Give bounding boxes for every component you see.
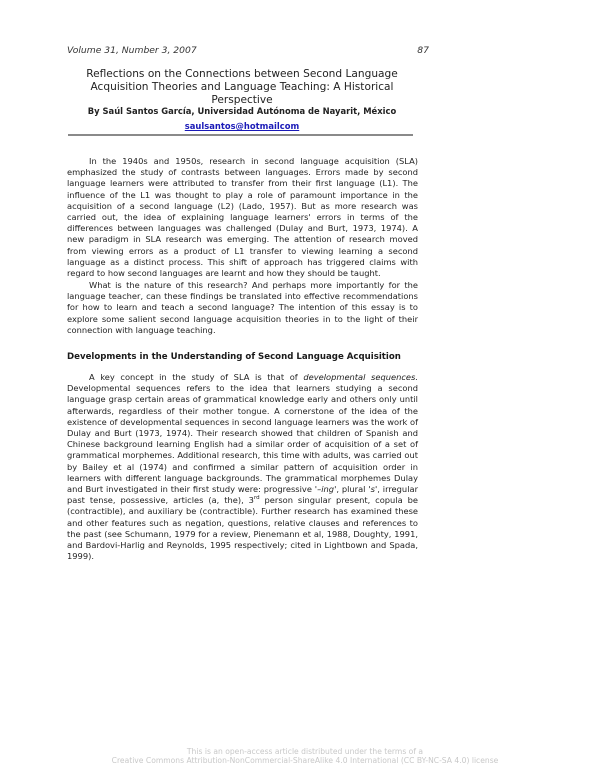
paragraph-2 [67,280,418,336]
p3-superscript: rd [253,495,260,502]
p3-text-1: A key concept in the study of SLA is that of [89,372,304,382]
article-title [67,68,417,107]
p3-italic-s: s [370,484,375,495]
title-line-2: Acquisition Theories and Language Teaching: A Historical [90,81,394,93]
page-number: 87 [417,45,429,56]
author-byline: By Saúl Santos García, Universidad Autónoma de Nayarit, México [87,106,397,116]
p3-text-3: ', plural ' [334,484,371,495]
header-divider [68,134,413,136]
p3-italic-ing: –ing [317,484,335,495]
footer-line-1: This is an open-access article distributed under the terms of a [186,747,424,756]
paragraph-1-text: In the 1940s and 1950s, research in second language acquisition (SLA) emphasized the study of contrasts between languages. Errors made by second language learners were attributed to transfer from their first language (L1). The influence of the L1 was thought to play a role of paramount importance in the acquisition of a second language (L2) (Lado, 1957). But as more research was carried out, the idea of explaining language learners' errors in terms of the differences between languages was challenged (Dulay and Burt, 1973, 1974). A new paradigm in SLA research was emerging. The attention of research moved from viewing errors as a product of L1 transfer to viewing learning a second language as a distinct process. This shift of approach has triggered claims with regard to how second languages are learnt and how they should be taught. [67,156,418,279]
p3-italic-term: developmental sequences. [303,372,418,382]
p3-text-4: ', irregular past tense, possessive, articles (a, the), 3 [67,484,418,506]
title-line-3: Perspective [211,94,273,106]
paragraph-3 [67,372,418,562]
paragraph-1 [67,156,418,279]
p3-text-5: person singular present, copula be (contractible), and auxiliary be (contractible). Further research has examined these and other features such as negation, questions, relative clauses and references to the past (see Schumann, 1979 for a review, Pienemann et al, 1988, Doughty, 1991, and Bardovi-Harlig and Reynolds, 1995 respectively; cited in Lightbown and Spada, 1999). [67,495,419,562]
footer-line-2: Creative Commons Attribution-NonCommercial-ShareAlike 4.0 International (CC BY-NC-SA 4.0) license [111,756,499,765]
p3-text-2: Developmental sequences refers to the idea that learners studying a second language grasp certain areas of grammatical knowledge early and others only until afterwards, regardless of their mother tongue. A cornerstone of the idea of the existence of developmental sequences in second language learners was the work of Dulay and Burt (1973, 1974). Their research showed that children of Spanish and Chinese background learning English had a similar order of acquisition of a set of grammatical morphemes. Additional research, this time with adults, was carried out by Bailey et al (1974) and confirmed a similar pattern of acquisition order in learners with different language backgrounds. The grammatical morphemes Dulay and Burt investigated in their first study were: progressive ' [67,383,418,495]
license-footer [0,747,600,765]
paragraph-3-text [67,372,418,562]
section-heading: Developments in the Understanding of Second Language Acquisition [67,352,401,362]
volume-info: Volume 31, Number 3, 2007 [67,45,197,56]
author-email [67,121,417,131]
email-link[interactable]: saulsantos@hotmailcom [184,121,300,131]
paragraph-2-text: What is the nature of this research? And perhaps more importantly for the language teacher, can these findings be translated into effective recommendations for how to learn and teach a second language? The intention of this essay is to explore some salient second language acquisition theories in to the light of their connection with language teaching. [67,280,418,335]
title-line-1: Reflections on the Connections between Second Language [86,68,398,80]
